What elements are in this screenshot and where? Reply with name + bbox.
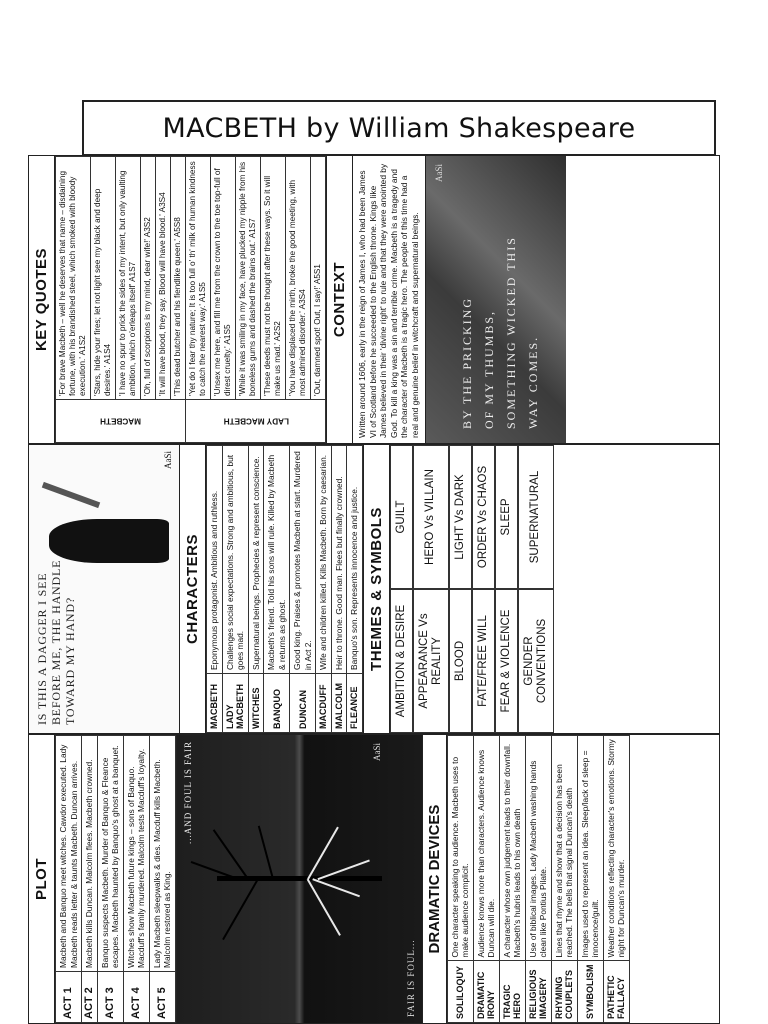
theme-item: SLEEP: [495, 445, 518, 589]
theme-item: BLOOD: [449, 589, 472, 733]
device-label: SYMBOLISM: [577, 961, 603, 1023]
device-label: DRAMATIC IRONY: [473, 961, 499, 1023]
page-title: MACBETH by William Shakespeare: [162, 112, 636, 144]
character-text: Challenges social expectations. Strong and ambitious, but goes mad.: [222, 446, 248, 674]
table-row: [577, 736, 603, 1023]
table-row: [290, 446, 316, 733]
character-label: FLEANCE: [347, 674, 363, 733]
theme-item: ORDER Vs CHAOS: [472, 445, 495, 589]
quote: 'Yet do I fear thy nature; It is too full o' th' milk of human kindness to catch the nearest way.' A1S5: [186, 157, 211, 400]
device-text: Lines that rhyme and show that a decision has been reached. The bells that signal Duncan's death: [551, 736, 577, 961]
tree-caption-bottom: FAIR IS FOUL...: [405, 939, 416, 1017]
quote: 'Unsex me here, and fill me from the crown to the toe top-full of direst cruelty.' A1S5: [211, 157, 236, 400]
right-column: [28, 155, 720, 444]
tree-branch: [257, 826, 273, 880]
title-box: [82, 100, 716, 156]
act-text: Lady Macbeth sleepwalks & dies. Macduff kills Macbeth. Malcolm restored as King.: [149, 736, 175, 972]
table-row: [347, 446, 363, 733]
theme-item: LIGHT Vs DARK: [449, 445, 472, 589]
theme-item: AMBITION & DESIRE: [390, 589, 413, 733]
dramatic-devices-heading: DRAMATIC DEVICES: [423, 735, 447, 1023]
dagger-signature: AaSi: [163, 451, 173, 469]
stone-line: OF MY THUMBS,: [481, 309, 496, 429]
dagger-quote: IS THIS A DAGGER I SEE BEFORE ME, THE HANDLE TOWARD MY HAND?: [35, 559, 77, 725]
sheet-rotated: [28, 155, 720, 1024]
theme-item: GUILT: [390, 445, 413, 589]
quote: 'Oh, full of scorpions is my mind, dear wife!' A3S2: [141, 157, 156, 400]
tree-image: [176, 735, 423, 1023]
theme-item: GENDER CONVENTIONS: [518, 589, 554, 733]
table-row: [248, 446, 264, 733]
table-row: [316, 446, 332, 733]
quote: 'I have no spur to prick the sides of my intent, but only vaulting ambition, which o'erleaps itself' A1S7: [116, 157, 141, 400]
plot-table: [55, 735, 176, 1023]
act-label: ACT 2: [82, 972, 98, 1023]
device-label: RHYMING COUPLETS: [551, 961, 577, 1023]
theme-item: HERO Vs VILLAIN: [413, 445, 449, 589]
character-text: Macbeth's friend. Told his sons will rule. Killed by Macbeth & returns as ghost.: [264, 446, 290, 674]
quote: 'For brave Macbeth – well he deserves that name – disdaining fortune, with his brandished steel, which smoked with bloody execution.' A1S2: [56, 157, 91, 400]
dramatic-devices-table: [447, 735, 630, 1023]
plot-heading: PLOT: [29, 735, 55, 1023]
tree-root: [312, 878, 359, 897]
table-row: [603, 736, 629, 1023]
act-text: Banquo suspects Macbeth. Murder of Banquo & Fleance escapes. Macbeth haunted by Banquo's ghost at a banquet.: [97, 736, 123, 972]
table-row: [447, 736, 473, 1023]
character-label: WITCHES: [248, 674, 264, 733]
theme-item: FEAR & VIOLENCE: [495, 589, 518, 733]
dagger-icon: [42, 482, 100, 508]
stone-line: SOMETHING WICKED THIS: [503, 236, 518, 429]
plot-column: [28, 734, 720, 1024]
quote: 'These deeds must not be thought after these ways. So it will make us mad.' A2S2: [261, 157, 286, 400]
device-text: Use of biblical images. Lady Macbeth washing hands clean like Pontius Pilate.: [525, 736, 551, 961]
table-row: [186, 157, 211, 443]
table-row: [222, 446, 248, 733]
character-text: Eponymous protagonist. Ambitious and ruthless.: [207, 446, 223, 674]
act-label: ACT 3: [97, 972, 123, 1023]
table-row: [473, 736, 499, 1023]
table-row: [499, 736, 525, 1023]
device-label: RELIGIOUS IMAGERY: [525, 961, 551, 1023]
table-row: [56, 157, 91, 443]
stone-line: BY THE PRICKING: [459, 296, 474, 429]
device-text: Weather conditions reflecting character's emotions. Stormy night for Duncan's murder.: [603, 736, 629, 961]
table-row: [56, 736, 82, 1023]
dagger-image: [29, 445, 180, 733]
context-heading: CONTEXT: [326, 156, 353, 443]
table-row: [207, 446, 223, 733]
tree-caption-top: ...AND FOUL IS FAIR: [182, 741, 193, 845]
act-text: Macbeth kills Duncan. Malcolm flees. Macbeth crowned.: [82, 736, 98, 972]
quote: 'It will have blood, they say. Blood will have blood.' A3S4: [156, 157, 171, 400]
context-text: Written around 1606, early in the reign of James I, who had been James VI of Scotland before he succeeded to the English throne. Kings like James believed in their 'divine right' to rule and that they were anointed by God. To kill a king was a sin and terrible crime. Macbeth is a tragedy and the character of Macbeth is a tragic hero. The people of this time had a real and genuine belief in witchcraft and supernatural beings.: [353, 156, 426, 443]
characters-heading: CHARACTERS: [180, 445, 206, 733]
tree-branch: [222, 879, 259, 941]
character-label: DUNCAN: [290, 674, 316, 733]
device-text: One character speaking to audience. Macbeth uses to make audience complicit.: [447, 736, 473, 961]
theme-item: SUPERNATURAL: [518, 445, 554, 589]
macbeth-quotes-label: MACBETH: [56, 400, 186, 443]
table-row: [123, 736, 149, 1023]
context-section: [326, 156, 426, 443]
table-row: [331, 446, 347, 733]
character-label: MACBETH: [207, 674, 223, 733]
table-row: [97, 736, 123, 1023]
table-row: [551, 736, 577, 1023]
act-text: Witches show Macbeth future kings – sons of Banquo. Macduff's family murdered. Malcolm tests Macduff's loyalty.: [123, 736, 149, 972]
character-label: MALCOLM: [331, 674, 347, 733]
themes-grid: [390, 445, 554, 733]
table-row: [264, 446, 290, 733]
character-text: Banquo's son. Represents innocence and justice.: [347, 446, 363, 674]
character-text: Heir to throne. Good man. Flees but finally crowned.: [331, 446, 347, 674]
device-text: A character whose own judgement leads to their downfall. Macbeth's hubris leads to his own death: [499, 736, 525, 961]
act-text: Macbeth and Banquo meet witches. Cawdor executed. Lady Macbeth reads letter & taunts Macbeth. Duncan arrives.: [56, 736, 82, 972]
device-label: PATHETIC FALLACY: [603, 961, 629, 1023]
key-quotes-table: [55, 156, 326, 443]
device-text: Audience knows more than characters. Audience knows Duncan will die.: [473, 736, 499, 961]
key-quotes-heading: KEY QUOTES: [29, 156, 55, 443]
figure-silhouette: [49, 519, 169, 563]
stone-signature: AaSi: [433, 164, 444, 182]
device-text: Images used to represent an idea. Sleep/lack of sleep = innocence/guilt.: [577, 736, 603, 961]
stone-image: [426, 156, 566, 443]
character-text: Supernatural beings. Prophecies & represent conscience.: [248, 446, 264, 674]
character-text: Good king. Praises & promotes Macbeth at start. Murdered in Act 2.: [290, 446, 316, 674]
stone-quote: [456, 236, 544, 429]
character-label: MACDUFF: [316, 674, 332, 733]
act-label: ACT 4: [123, 972, 149, 1023]
tree-branch: [190, 861, 238, 880]
characters-table: [206, 445, 363, 733]
device-label: TRAGIC HERO: [499, 961, 525, 1023]
character-text: Wife and children killed. Kills Macbeth. Born by caesarian.: [316, 446, 332, 674]
act-label: ACT 5: [149, 972, 175, 1023]
table-row: [82, 736, 98, 1023]
theme-item: APPEARANCE Vs REALITY: [413, 589, 449, 733]
theme-item: FATE/FREE WILL: [472, 589, 495, 733]
revision-sheet: [28, 155, 720, 1024]
quote: 'Stars, hide your fires; let not light see my black and deep desires.' A1S4: [91, 157, 116, 400]
middle-column: [28, 444, 720, 734]
quote: 'Out, damned spot! Out, I say!' A5S1: [311, 157, 326, 400]
device-label: SOLILOQUY: [447, 961, 473, 1023]
character-label: LADY MACBETH: [222, 674, 248, 733]
quote: 'This dead butcher and his fiendlike queen.' A5S8: [171, 157, 186, 400]
lady-macbeth-quotes-label: LADY MACBETH: [186, 400, 326, 443]
tree-trunk: [217, 876, 382, 881]
character-label: BANQUO: [264, 674, 290, 733]
stone-line: WAY COMES.: [525, 335, 540, 429]
quote: 'You have displaced the mirth, broke the good meeting, with most admired disorder.' A3S4: [286, 157, 311, 400]
table-row: [525, 736, 551, 1023]
tree-signature: AaSi: [371, 743, 382, 761]
themes-heading: THEMES & SYMBOLS: [363, 445, 390, 733]
act-label: ACT 1: [56, 972, 82, 1023]
table-row: [149, 736, 175, 1023]
quote: 'While it was smiling in my face, have plucked my nipple from his boneless gums and dashed the brains out.' A1S7: [236, 157, 261, 400]
